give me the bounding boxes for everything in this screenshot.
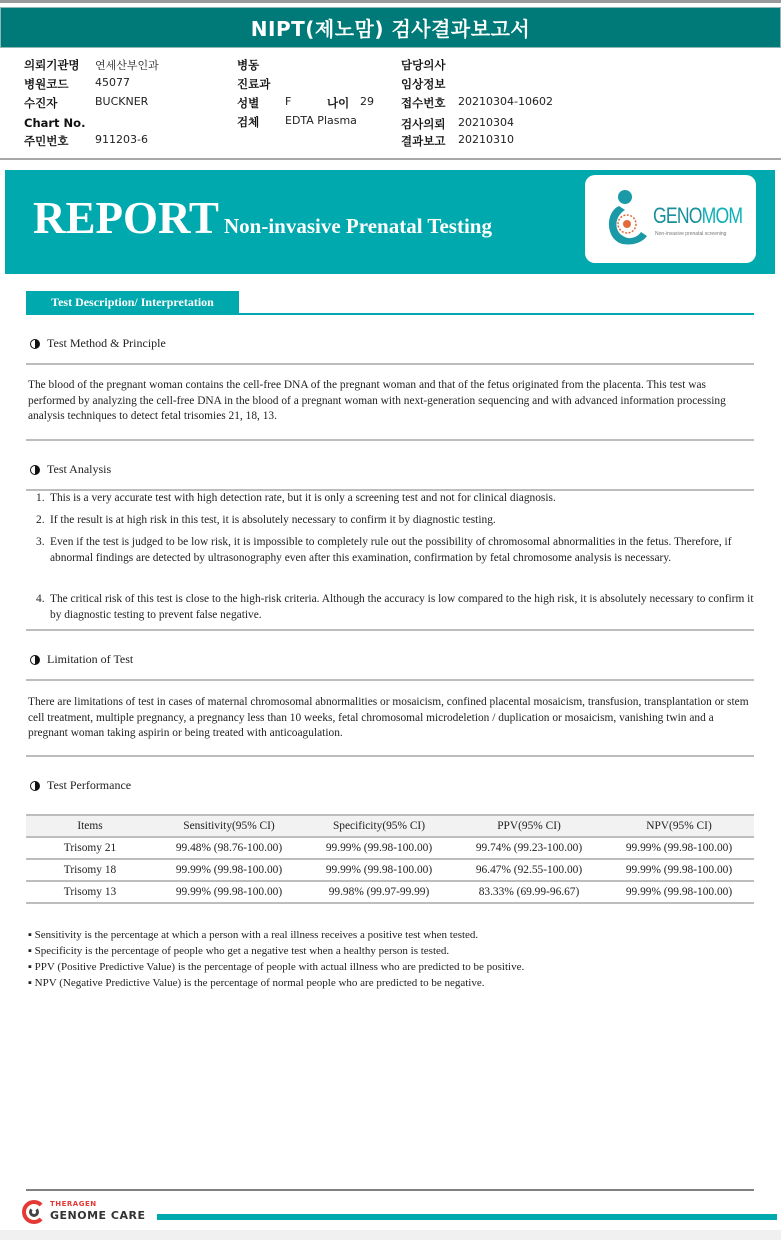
theragen-logo	[22, 1198, 162, 1228]
table-cell: 99.99% (99.98-100.00)	[604, 837, 754, 859]
divider	[26, 755, 754, 757]
info-label: 의뢰기관명	[24, 58, 80, 72]
info-value: BUCKNER	[95, 95, 149, 108]
info-value: 20210310	[458, 133, 514, 146]
logo-tagline: Non-invasive prenatal screening	[655, 231, 727, 237]
footer-divider	[26, 1189, 754, 1191]
table-header-row	[26, 815, 754, 837]
info-value: 29	[360, 95, 374, 108]
divider	[26, 629, 754, 631]
definition-notes	[28, 927, 524, 991]
info-label: 주민번호	[24, 134, 69, 148]
brand-bottom: GENOME CARE	[50, 1209, 146, 1222]
note-item: ▪ NPV (Negative Predictive Value) is the percentage of normal people who are predicted to be negative.	[28, 977, 485, 989]
table-row	[26, 881, 754, 903]
brand-top: THERAGEN	[50, 1200, 97, 1208]
divider	[26, 363, 754, 365]
divider	[26, 679, 754, 681]
patient-info	[0, 55, 781, 155]
half-circle-icon	[30, 339, 40, 349]
info-label: 검사의뢰	[401, 117, 446, 131]
info-label: 진료과	[237, 77, 271, 91]
table-cell: 99.99% (99.98-100.00)	[154, 881, 304, 903]
info-value: EDTA Plasma	[285, 114, 357, 127]
column-header: Specificity(95% CI)	[304, 815, 454, 837]
info-label: 병원코드	[24, 77, 69, 91]
section-tab-bar	[26, 291, 754, 315]
list-item: 4. The critical risk of this test is close to the high-risk criteria. Although the accuracy is low compared to the high risk, it is absolutely necessary to confirm it by diagnostic testing to prevent false negative.	[36, 593, 754, 621]
document-title: NIPT(제노맘) 검사결과보고서	[250, 17, 531, 41]
info-label: 나이	[327, 96, 350, 110]
table-cell: 99.98% (99.97-99.99)	[304, 881, 454, 903]
limitation-heading: Limitation of Test	[30, 652, 133, 667]
table-cell: 99.48% (98.76-100.00)	[154, 837, 304, 859]
table-cell: 83.33% (69.99-96.67)	[454, 881, 604, 903]
note-item: ▪ Sensitivity is the percentage at which a person with a real illness receives a positive test when tested.	[28, 929, 479, 941]
list-item: 1. This is a very accurate test with high detection rate, but it is only a screening test and not for clinical diagnosis.	[36, 492, 556, 504]
info-label: 수진자	[24, 96, 58, 110]
table-cell: 99.99% (99.98-100.00)	[604, 881, 754, 903]
column-header: PPV(95% CI)	[454, 815, 604, 837]
table-row	[26, 859, 754, 881]
table-cell: 96.47% (92.55-100.00)	[454, 859, 604, 881]
info-value: 연세산부인과	[95, 59, 159, 72]
note-item: ▪ PPV (Positive Predictive Value) is the percentage of people with actual illness who are predicted to be positive.	[28, 961, 525, 973]
info-label: 성별	[237, 96, 260, 110]
info-value: 20210304-10602	[458, 95, 553, 108]
table-cell: Trisomy 18	[26, 859, 154, 881]
top-divider	[0, 0, 781, 3]
table-row	[26, 837, 754, 859]
table-cell: 99.99% (99.98-100.00)	[154, 859, 304, 881]
genomom-logo	[585, 175, 756, 263]
info-value: F	[285, 95, 292, 108]
analysis-heading: Test Analysis	[30, 462, 111, 477]
table-cell: Trisomy 21	[26, 837, 154, 859]
method-heading: Test Method & Principle	[30, 336, 166, 351]
performance-table	[26, 814, 754, 904]
method-body: The blood of the pregnant woman contains the cell-free DNA of the pregnant woman and that of the fetus originated from the placenta. This test was performed by analyzing the cell-free DNA in the blood of a pregnant woman with next-generation sequencing and with advanced information processing analysis techniques to detect fetal trisomies 21, 18, 13.	[28, 379, 726, 422]
info-label: 검체	[237, 115, 260, 129]
half-circle-icon	[30, 465, 40, 475]
info-label: 결과보고	[401, 134, 446, 148]
info-value: 45077	[95, 76, 130, 89]
info-label: 병동	[237, 58, 260, 72]
column-header: Items	[26, 815, 154, 837]
half-circle-icon	[30, 655, 40, 665]
info-label: 접수번호	[401, 96, 446, 110]
column-header: Sensitivity(95% CI)	[154, 815, 304, 837]
section-tab	[26, 291, 239, 313]
info-divider	[0, 158, 781, 160]
half-circle-icon	[30, 781, 40, 791]
info-label: 임상정보	[401, 77, 446, 91]
footer-accent-bar	[157, 1214, 777, 1220]
section-tab-label: Test Description/ Interpretation	[51, 294, 214, 309]
report-title: REPORT	[33, 193, 219, 243]
genomom-wordmark: GENOMOM	[653, 203, 743, 228]
list-item: 2. If the result is at high risk in this test, it is absolutely necessary to confirm it by diagnostic testing.	[36, 514, 496, 526]
divider	[26, 439, 754, 441]
document-title-bar	[0, 7, 781, 48]
note-item: ▪ Specificity is the percentage of people who get a negative test when a healthy person is tested.	[28, 945, 450, 957]
table-cell: 99.74% (99.23-100.00)	[454, 837, 604, 859]
info-value: 20210304	[458, 116, 514, 129]
info-label: 담당의사	[401, 58, 446, 72]
column-header: NPV(95% CI)	[604, 815, 754, 837]
info-value: 911203-6	[95, 133, 148, 146]
table-cell: 99.99% (99.98-100.00)	[604, 859, 754, 881]
table-cell: Trisomy 13	[26, 881, 154, 903]
table-cell: 99.99% (99.98-100.00)	[304, 837, 454, 859]
bottom-strip	[0, 1230, 781, 1240]
report-subtitle: Non-invasive Prenatal Testing	[224, 214, 492, 238]
mother-child-icon	[603, 188, 653, 252]
list-item: 3. Even if the test is judged to be low risk, it is impossible to completely rule out the possibility of chromosomal abnormalities in the fetus. Therefore, if abnormal findings are detected by ultrasonography even after this examination, confirmation by fetal chromosome analysis is necessary.	[36, 536, 732, 564]
info-label: Chart No.	[24, 116, 86, 130]
report-banner	[5, 170, 775, 274]
limitation-body: There are limitations of test in cases of maternal chromosomal abnormalities or mosaicism, confined placental mosaicism, transfusion, transplantation or stem cell treatment, multiple pregnancy, a pregnancy less than 10 weeks, fetal chromosomal microdeletion / duplication or mosaicism, vanishing twin and a pregnant woman taking aspirin or being treated with anticoagulation.	[28, 696, 749, 739]
performance-heading: Test Performance	[30, 778, 131, 793]
table-cell: 99.99% (99.98-100.00)	[304, 859, 454, 881]
